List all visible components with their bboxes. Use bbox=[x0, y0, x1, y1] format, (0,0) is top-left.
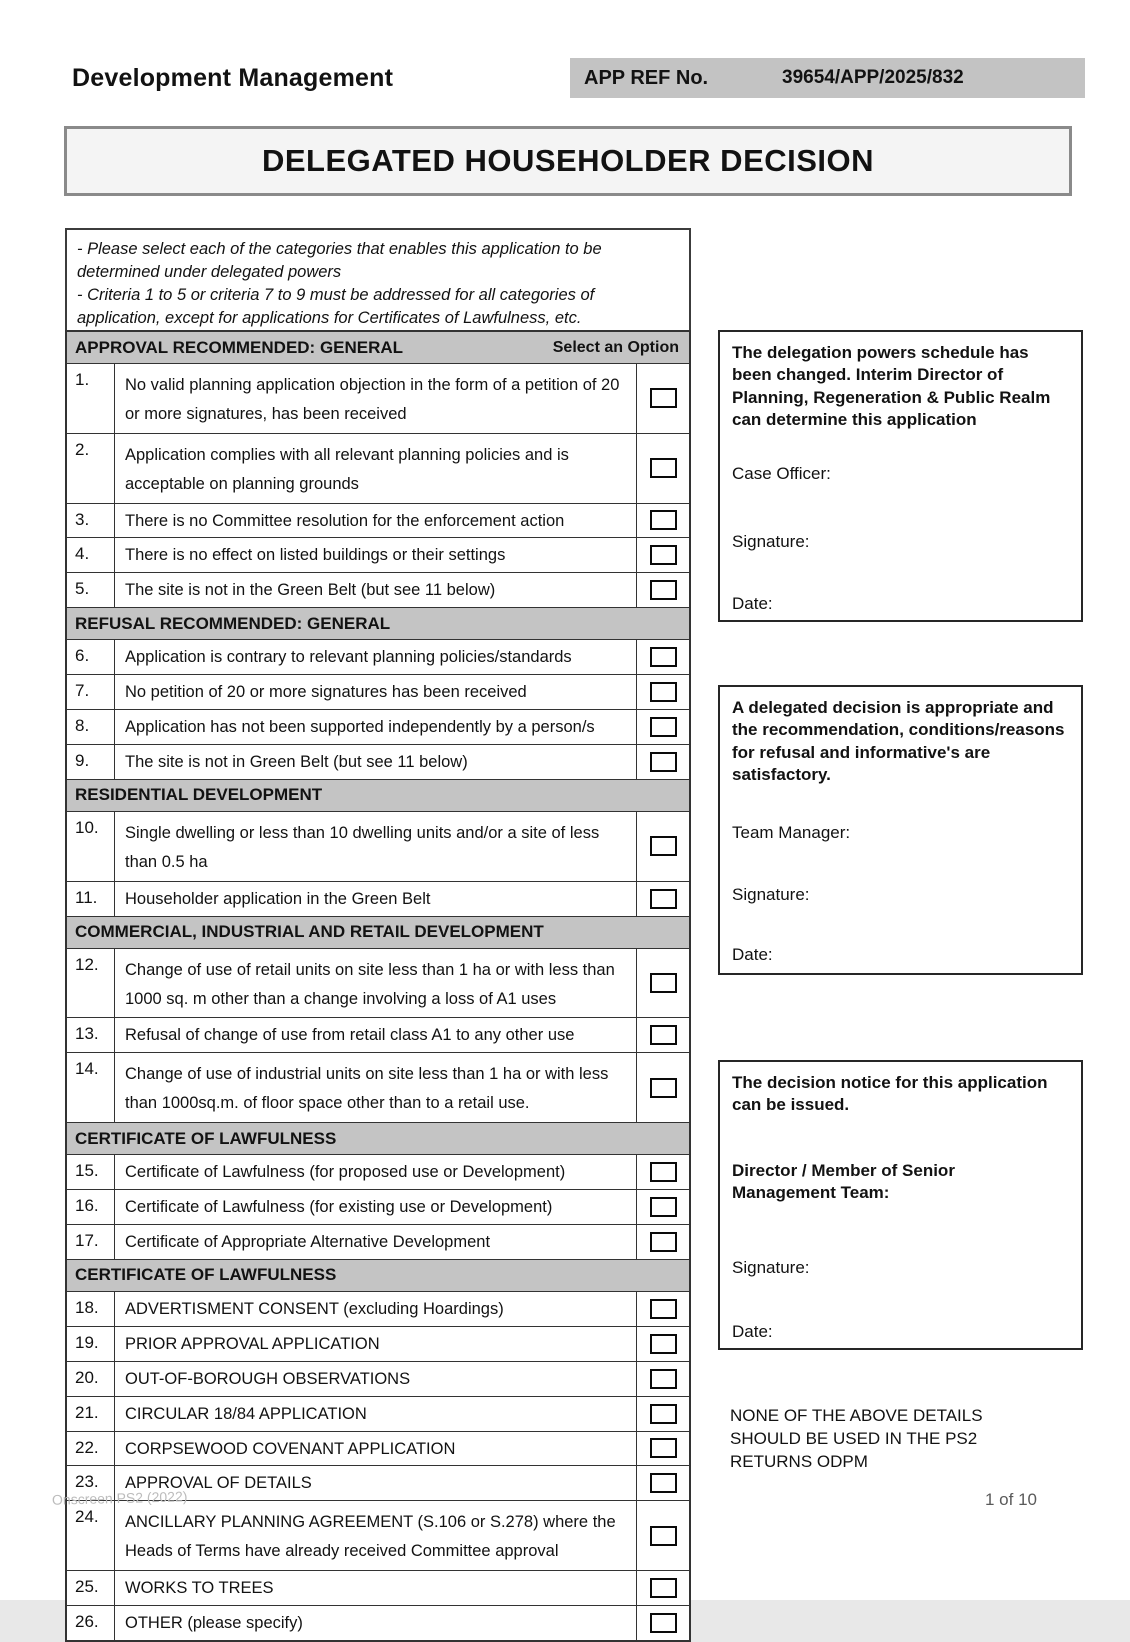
page-number: 1 of 10 bbox=[985, 1490, 1037, 1509]
criteria-row bbox=[67, 1018, 689, 1053]
criteria-text: Change of use of industrial units on site less than 1 ha or with less than 1000sq.m. of floor space other than to a retail use. bbox=[115, 1053, 637, 1122]
criteria-number: 2. bbox=[67, 434, 115, 503]
checkbox-item-20[interactable] bbox=[650, 1369, 677, 1389]
criteria-text: CIRCULAR 18/84 APPLICATION bbox=[115, 1397, 637, 1431]
checkbox-item-16[interactable] bbox=[650, 1197, 677, 1217]
select-an-option-label: Select an Option bbox=[552, 338, 679, 356]
criteria-number: 11. bbox=[67, 882, 115, 916]
checkbox-cell bbox=[637, 1327, 689, 1361]
criteria-number: 4. bbox=[67, 538, 115, 572]
app-ref-bar bbox=[570, 58, 1085, 98]
criteria-row bbox=[67, 949, 689, 1019]
checkbox-item-18[interactable] bbox=[650, 1299, 677, 1319]
footer-watermark: Onscreen PS2 (2022) bbox=[51, 1488, 188, 1508]
delegated-decision-text: A delegated decision is appropriate and the recommendation, conditions/reasons for refusal and informative's are satisfactory. bbox=[732, 698, 1065, 785]
checkbox-item-22[interactable] bbox=[650, 1438, 677, 1458]
checkbox-cell bbox=[637, 573, 689, 607]
criteria-number: 15. bbox=[67, 1155, 115, 1189]
checkbox-item-11[interactable] bbox=[650, 889, 677, 909]
criteria-number: 5. bbox=[67, 573, 115, 607]
criteria-text: ANCILLARY PLANNING AGREEMENT (S.106 or S.278) where the Heads of Terms have already received Committee approval bbox=[115, 1501, 637, 1570]
criteria-number: 12. bbox=[67, 949, 115, 1018]
checkbox-item-5[interactable] bbox=[650, 580, 677, 600]
checkbox-cell bbox=[637, 1432, 689, 1466]
case-officer-label: Case Officer: bbox=[732, 464, 831, 483]
banner-title: DELEGATED HOUSEHOLDER DECISION bbox=[261, 143, 875, 178]
criteria-text: The site is not in the Green Belt (but see 11 below) bbox=[115, 573, 637, 607]
criteria-number: 19. bbox=[67, 1327, 115, 1361]
criteria-number: 9. bbox=[67, 745, 115, 779]
criteria-row bbox=[67, 745, 689, 780]
criteria-text: There is no Committee resolution for the enforcement action bbox=[115, 504, 637, 538]
criteria-row bbox=[67, 1606, 689, 1640]
checkbox-item-7[interactable] bbox=[650, 682, 677, 702]
instructions-box bbox=[65, 228, 691, 340]
criteria-row bbox=[67, 1190, 689, 1225]
checkbox-item-19[interactable] bbox=[650, 1334, 677, 1354]
section-header-label: RESIDENTIAL DEVELOPMENT bbox=[75, 785, 323, 805]
checkbox-item-24[interactable] bbox=[650, 1526, 677, 1546]
checkbox-item-2[interactable] bbox=[650, 458, 677, 478]
criteria-text: No valid planning application objection in the form of a petition of 20 or more signatures, has been received bbox=[115, 364, 637, 433]
criteria-text: The site is not in Green Belt (but see 11 below) bbox=[115, 745, 637, 779]
team-manager-label: Team Manager: bbox=[732, 823, 851, 842]
signature-label: Signature: bbox=[732, 1258, 810, 1277]
instruction-line-1: - Please select each of the categories that enables this application to be determined under delegated powers bbox=[77, 240, 602, 282]
criteria-text: CORPSEWOOD COVENANT APPLICATION bbox=[115, 1432, 637, 1466]
criteria-number: 24. bbox=[67, 1501, 115, 1570]
section-header-label: COMMERCIAL, INDUSTRIAL AND RETAIL DEVELOPMENT bbox=[75, 922, 544, 942]
criteria-row bbox=[67, 434, 689, 504]
checkbox-item-21[interactable] bbox=[650, 1404, 677, 1424]
criteria-row bbox=[67, 1432, 689, 1467]
criteria-text: Single dwelling or less than 10 dwelling units and/or a site of less than 0.5 ha bbox=[115, 812, 637, 881]
criteria-text: Certificate of Appropriate Alternative Development bbox=[115, 1225, 637, 1259]
checkbox-cell bbox=[637, 675, 689, 709]
criteria-row bbox=[67, 812, 689, 882]
instruction-line-2: - Criteria 1 to 5 or criteria 7 to 9 must be addressed for all categories of application, except for applications for Certificates of Lawfulness, etc. bbox=[77, 286, 595, 328]
checkbox-cell bbox=[637, 710, 689, 744]
checkbox-item-8[interactable] bbox=[650, 717, 677, 737]
checkbox-item-1[interactable] bbox=[650, 388, 677, 408]
criteria-text: No petition of 20 or more signatures has been received bbox=[115, 675, 637, 709]
criteria-text: Application is contrary to relevant planning policies/standards bbox=[115, 640, 637, 674]
signature-label: Signature: bbox=[732, 885, 810, 904]
section-header bbox=[67, 780, 689, 812]
checkbox-item-12[interactable] bbox=[650, 973, 677, 993]
checkbox-cell bbox=[637, 949, 689, 1018]
checkbox-cell bbox=[637, 1155, 689, 1189]
criteria-number: 6. bbox=[67, 640, 115, 674]
delegated-decision-box bbox=[718, 685, 1083, 975]
checkbox-cell bbox=[637, 1606, 689, 1640]
criteria-text: Householder application in the Green Belt bbox=[115, 882, 637, 916]
criteria-number: 8. bbox=[67, 710, 115, 744]
checkbox-item-10[interactable] bbox=[650, 836, 677, 856]
criteria-text: Refusal of change of use from retail class A1 to any other use bbox=[115, 1018, 637, 1052]
checkbox-cell bbox=[637, 1571, 689, 1605]
delegation-powers-text: The delegation powers schedule has been changed. Interim Director of Planning, Regeneration & Public Realm can determine this application bbox=[732, 343, 1051, 430]
checkbox-cell bbox=[637, 1362, 689, 1396]
criteria-text: There is no effect on listed buildings or their settings bbox=[115, 538, 637, 572]
section-header bbox=[67, 1260, 689, 1292]
criteria-row bbox=[67, 1327, 689, 1362]
delegation-powers-box bbox=[718, 330, 1083, 622]
criteria-text: Change of use of retail units on site less than 1 ha or with less than 1000 sq. m other than a change involving a loss of A1 uses bbox=[115, 949, 637, 1018]
date-label: Date: bbox=[732, 594, 773, 613]
signature-label: Signature: bbox=[732, 532, 810, 551]
criteria-table bbox=[65, 330, 691, 1642]
section-header bbox=[67, 608, 689, 640]
checkbox-cell bbox=[637, 504, 689, 538]
section-header bbox=[67, 917, 689, 949]
criteria-row bbox=[67, 364, 689, 434]
section-header-label: CERTIFICATE OF LAWFULNESS bbox=[75, 1128, 337, 1148]
checkbox-cell bbox=[637, 538, 689, 572]
checkbox-item-25[interactable] bbox=[650, 1578, 677, 1598]
checkbox-item-14[interactable] bbox=[650, 1078, 677, 1098]
criteria-text: OUT-OF-BOROUGH OBSERVATIONS bbox=[115, 1362, 637, 1396]
criteria-text: OTHER (please specify) bbox=[115, 1606, 637, 1640]
criteria-row bbox=[67, 1292, 689, 1327]
criteria-number: 16. bbox=[67, 1190, 115, 1224]
checkbox-cell bbox=[637, 640, 689, 674]
criteria-text: WORKS TO TREES bbox=[115, 1571, 637, 1605]
checkbox-cell bbox=[637, 882, 689, 916]
criteria-row bbox=[67, 1501, 689, 1571]
section-header-label: REFUSAL RECOMMENDED: GENERAL bbox=[75, 613, 391, 633]
criteria-text: Application complies with all relevant planning policies and is acceptable on planning grounds bbox=[115, 434, 637, 503]
criteria-number: 14. bbox=[67, 1053, 115, 1122]
criteria-row bbox=[67, 573, 689, 608]
checkbox-cell bbox=[637, 1190, 689, 1224]
section-header bbox=[67, 332, 689, 364]
decision-notice-text: The decision notice for this application can be issued. bbox=[732, 1073, 1048, 1115]
checkbox-cell bbox=[637, 1053, 689, 1122]
criteria-number: 23. bbox=[67, 1466, 115, 1500]
criteria-row bbox=[67, 1397, 689, 1432]
section-header-label: APPROVAL RECOMMENDED: GENERAL bbox=[75, 337, 404, 357]
checkbox-item-13[interactable] bbox=[650, 1025, 677, 1045]
checkbox-cell bbox=[637, 1018, 689, 1052]
criteria-row bbox=[67, 538, 689, 573]
criteria-text: PRIOR APPROVAL APPLICATION bbox=[115, 1327, 637, 1361]
criteria-number: 18. bbox=[67, 1292, 115, 1326]
criteria-number: 7. bbox=[67, 675, 115, 709]
criteria-number: 1. bbox=[67, 364, 115, 433]
page-banner bbox=[64, 126, 1072, 196]
criteria-number: 13. bbox=[67, 1018, 115, 1052]
checkbox-cell bbox=[637, 1225, 689, 1259]
criteria-number: 21. bbox=[67, 1397, 115, 1431]
criteria-row bbox=[67, 1053, 689, 1123]
checkbox-cell bbox=[637, 1501, 689, 1570]
checkbox-item-17[interactable] bbox=[650, 1232, 677, 1252]
criteria-number: 22. bbox=[67, 1432, 115, 1466]
app-ref-value: 39654/APP/2025/832 bbox=[782, 67, 964, 88]
app-ref-label: APP REF No. bbox=[584, 66, 709, 89]
document-title: Development Management bbox=[72, 64, 394, 92]
checkbox-item-23[interactable] bbox=[650, 1473, 677, 1493]
criteria-number: 10. bbox=[67, 812, 115, 881]
checkbox-item-3[interactable] bbox=[650, 510, 677, 530]
checkbox-cell bbox=[637, 1466, 689, 1500]
criteria-number: 26. bbox=[67, 1606, 115, 1640]
criteria-row bbox=[67, 882, 689, 917]
criteria-number: 17. bbox=[67, 1225, 115, 1259]
decision-notice-box bbox=[718, 1060, 1083, 1350]
checkbox-item-4[interactable] bbox=[650, 545, 677, 565]
ps2-returns-note: NONE OF THE ABOVE DETAILS SHOULD BE USED IN THE PS2 RETURNS ODPM bbox=[730, 1406, 983, 1471]
date-label: Date: bbox=[732, 1322, 773, 1341]
checkbox-cell bbox=[637, 434, 689, 503]
criteria-row bbox=[67, 675, 689, 710]
section-header-label: CERTIFICATE OF LAWFULNESS bbox=[75, 1265, 337, 1285]
criteria-row bbox=[67, 1225, 689, 1260]
date-label: Date: bbox=[732, 945, 773, 964]
checkbox-item-9[interactable] bbox=[650, 752, 677, 772]
checkbox-cell bbox=[637, 745, 689, 779]
checkbox-item-15[interactable] bbox=[650, 1162, 677, 1182]
criteria-text: Certificate of Lawfulness (for existing use or Development) bbox=[115, 1190, 637, 1224]
checkbox-cell bbox=[637, 364, 689, 433]
criteria-text: Certificate of Lawfulness (for proposed use or Development) bbox=[115, 1155, 637, 1189]
criteria-row bbox=[67, 504, 689, 539]
checkbox-cell bbox=[637, 812, 689, 881]
checkbox-item-26[interactable] bbox=[650, 1613, 677, 1633]
criteria-text: APPROVAL OF DETAILS bbox=[115, 1466, 637, 1500]
criteria-number: 25. bbox=[67, 1571, 115, 1605]
checkbox-item-6[interactable] bbox=[650, 647, 677, 667]
section-header bbox=[67, 1123, 689, 1155]
checkbox-cell bbox=[637, 1292, 689, 1326]
criteria-number: 20. bbox=[67, 1362, 115, 1396]
criteria-row bbox=[67, 710, 689, 745]
criteria-row bbox=[67, 1155, 689, 1190]
criteria-row bbox=[67, 640, 689, 675]
checkbox-cell bbox=[637, 1397, 689, 1431]
director-label: Director / Member of Senior Management Team: bbox=[732, 1161, 955, 1203]
criteria-text: Application has not been supported independently by a person/s bbox=[115, 710, 637, 744]
criteria-number: 3. bbox=[67, 504, 115, 538]
criteria-row bbox=[67, 1571, 689, 1606]
criteria-text: ADVERTISMENT CONSENT (excluding Hoardings) bbox=[115, 1292, 637, 1326]
criteria-row bbox=[67, 1362, 689, 1397]
